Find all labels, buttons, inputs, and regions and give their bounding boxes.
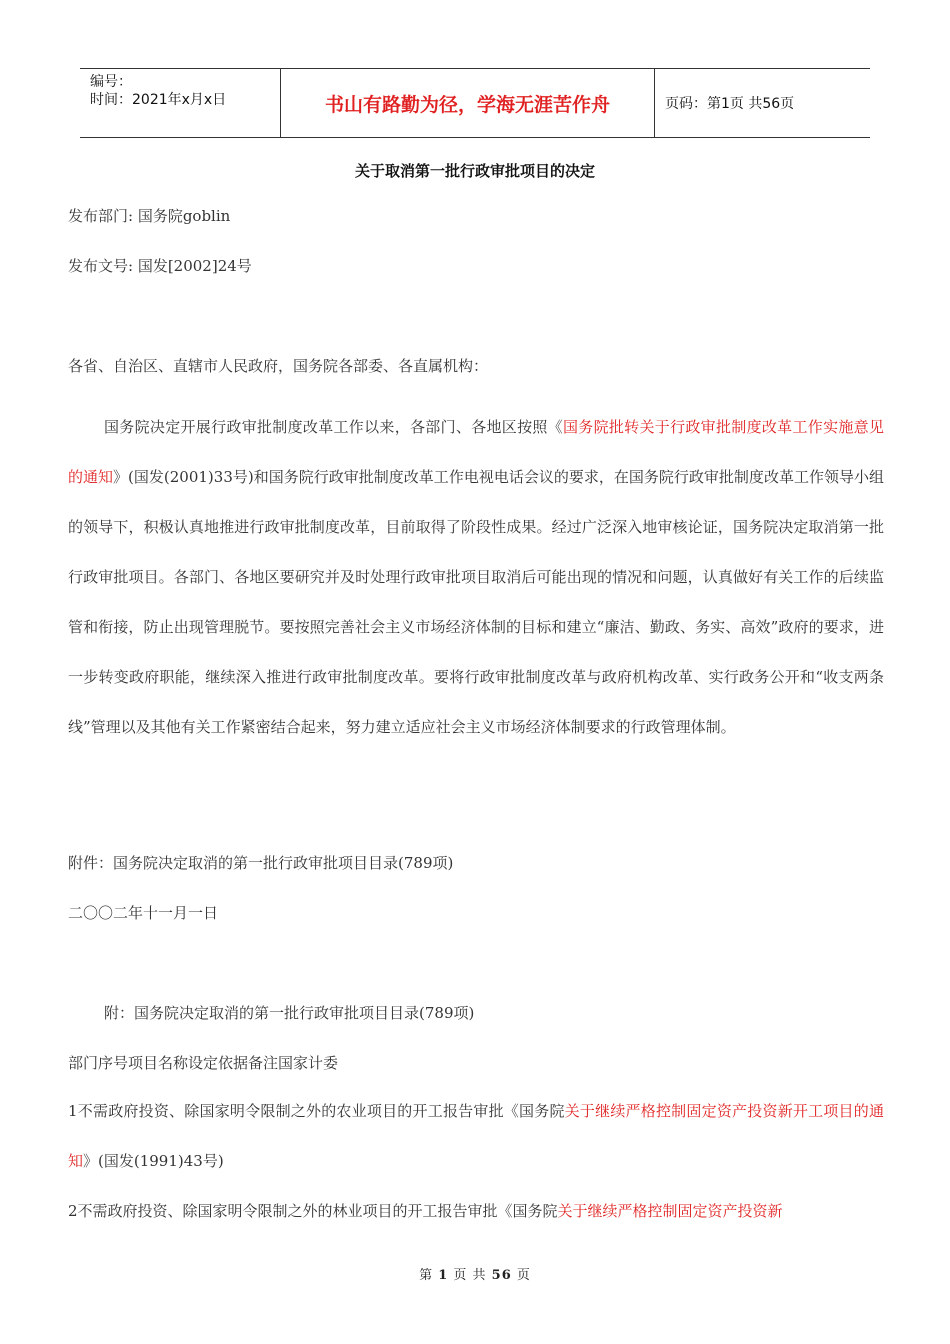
doc-number-line: 发布文号: 国发[2002]24号 xyxy=(68,257,252,275)
body-text-pre: 国务院决定开展行政审批制度改革工作以来，各部门、各地区按照《 xyxy=(104,418,563,436)
header-page-label: 页码：第1页 共56页 xyxy=(665,96,795,112)
page-footer xyxy=(0,1264,950,1283)
attachment-line: 附件：国务院决定取消的第一批行政审批项目目录(789项) xyxy=(68,854,454,872)
footer-text: 页 共 xyxy=(448,1268,492,1283)
item-text-post: 》(国发(1991)43号) xyxy=(83,1152,224,1170)
list-item xyxy=(68,1186,884,1236)
header-motto: 书山有路勤为径，学海无涯苦作舟 xyxy=(281,69,655,137)
footer-text: 第 xyxy=(419,1268,439,1283)
header-left-cell xyxy=(80,69,281,137)
date-line: 二〇〇二年十一月一日 xyxy=(68,904,219,922)
body-text-post: 》(国发(2001)33号)和国务院行政审批制度改革工作电视电话会议的要求，在国务院行政审批制度改革工作领导小组的领导下，积极认真地推进行政审批制度改革，目前取得了阶段性成果。经过广泛深入地审核论证，国务院决定取消第一批行政审批项目。各部门、各地区要研究并及时处理行政审批项目取消后可能出现的情况和问题，认真做好有关工作的后续监管和衔接，防止出现管理脱节。要按照完善社会主义市场经济体制的目标和建立“廉洁、勤政、务实、高效”政府的要求，进一步转变政府职能，继续深入推进行政审批制度改革。要将行政审批制度改革与政府机构改革、实行政务公开和“收支两条线”管理以及其他有关工作紧密结合起来，努力建立适应社会主义市场经济体制要求的行政管理体制。 xyxy=(68,468,884,736)
item-link[interactable]: 关于继续严格控制固定资产投资新开工项目的通知 xyxy=(68,1102,884,1170)
footer-total-pages: 56 xyxy=(491,1268,512,1283)
list-item xyxy=(68,1086,884,1186)
header-table xyxy=(80,68,870,138)
salutation-line: 各省、自治区、直辖市人民政府，国务院各部委、各直属机构： xyxy=(68,357,489,375)
body-paragraph xyxy=(68,402,884,752)
footer-text: 页 xyxy=(511,1268,531,1283)
item-text-pre: 1不需政府投资、除国家明令限制之外的农业项目的开工报告审批《国务院 xyxy=(68,1102,565,1120)
body-link[interactable]: 国务院批转关于行政审批制度改革工作实施意见的通知 xyxy=(68,418,884,486)
issuer-line: 发布部门: 国务院goblin xyxy=(68,207,231,225)
item-link[interactable]: 关于继续严格控制固定资产投资新 xyxy=(557,1202,783,1220)
number-label: 编号： xyxy=(90,74,132,90)
footer-page-number: 1 xyxy=(438,1268,449,1283)
document-title: 关于取消第一批行政审批项目的决定 xyxy=(354,162,595,180)
time-label: 时间：2021年x月x日 xyxy=(90,92,227,108)
table-header-line: 部门序号项目名称设定依据备注国家计委 xyxy=(68,1054,339,1072)
item-text-pre: 2不需政府投资、除国家明令限制之外的林业项目的开工报告审批《国务院 xyxy=(68,1202,558,1220)
appendix-title: 附：国务院决定取消的第一批行政审批项目目录(789项) xyxy=(104,1004,475,1022)
